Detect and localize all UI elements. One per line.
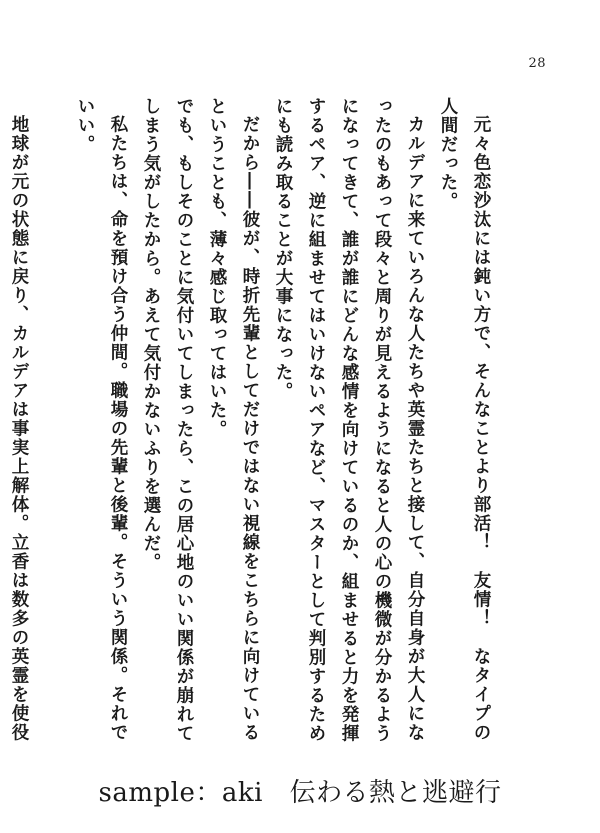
paragraph: 私たちは、命を預け合う仲間。職場の先輩と後輩。そういう関係。それでいい。 <box>75 97 128 742</box>
sample-caption: sample：aki 伝わる熱と逃避行 <box>98 778 502 808</box>
paragraph: 地球が元の状態に戻り、カルデアは事実上解体。立香は数多の英霊を使役 <box>9 114 29 742</box>
paragraph: カルデアに来ていろんな人たちや英霊たちと接して、自分自身が大人になったのもあって段々と周りが見えるようになると人の心の機微が分かるようになってきて、誰が誰にどんな感情を向けているのか、組ませると力を発揮するペア、逆に組ませてはいけないペアなど、マスターとして判別するためにも読み取ることが大事になった。 <box>273 97 425 743</box>
paragraph: 元々色恋沙汰には鈍い方で、そんなことより部活！ 友情！ なタイプの人間だった。 <box>438 97 491 742</box>
paragraph: でも、もしそのことに気付いてしまったら、この居心地のいい関係が崩れてしまう気がしたから。あえて気付かないふりを選んだ。 <box>141 97 194 743</box>
blank-line <box>35 97 68 757</box>
vertical-body-text <box>9 97 497 757</box>
page-number: 28 <box>528 56 546 71</box>
paragraph: だから――彼が、時折先輩としてだけではない視線をこちらに向けているということも、薄々感じ取ってはいた。 <box>207 97 260 742</box>
